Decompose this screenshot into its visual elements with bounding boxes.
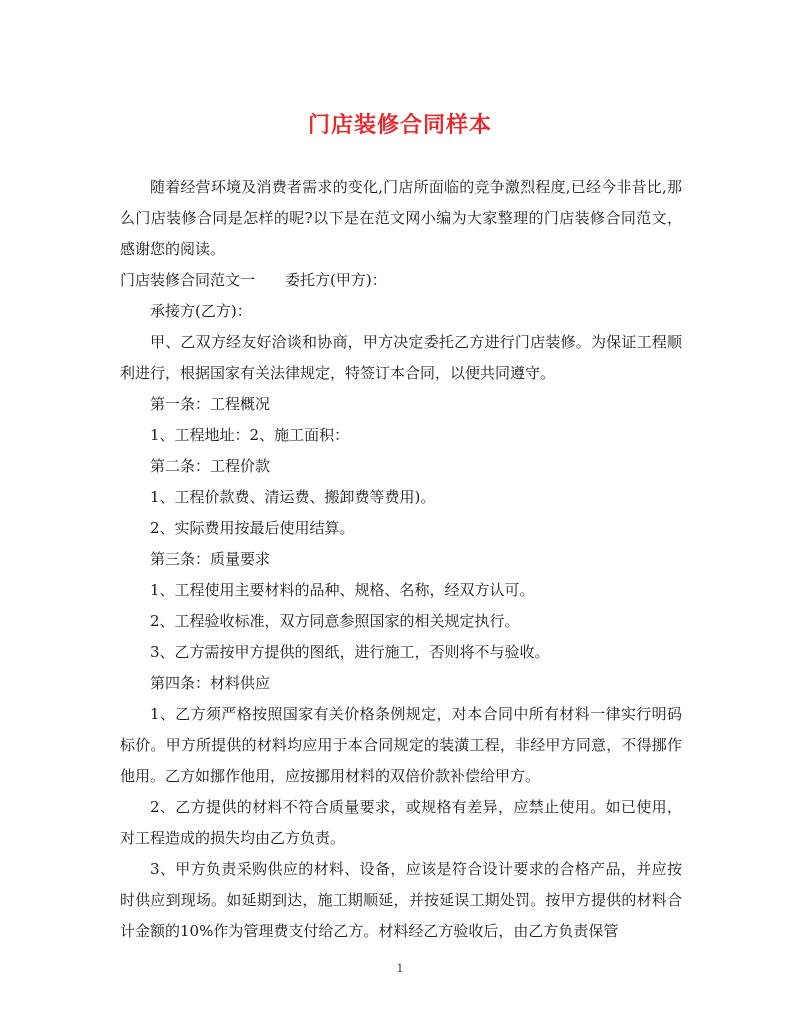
party-a-label: 委托方(甲方)：: [285, 271, 387, 289]
article-4-item-2: 2、乙方提供的材料不符合质量要求，或规格有差异，应禁止使用。如已使用，对工程造成的损失均由乙方负责。: [120, 798, 682, 847]
article-2-item-1: 1、工程价款费、清运费、搬卸费等费用)。: [150, 488, 436, 506]
article-3-title: 第三条：质量要求: [150, 550, 271, 568]
article-3-item-1: 1、工程使用主要材料的品种、规格、名称，经双方认可。: [150, 581, 535, 599]
article-2-item-2: 2、实际费用按最后使用结算。: [150, 519, 355, 537]
article-1-item-1: 1、工程地址：2、施工面积：: [150, 426, 350, 444]
article-2-title: 第二条：工程价款: [150, 457, 271, 475]
intro-paragraph: 随着经营环境及消费者需求的变化,门店所面临的竞争激烈程度,已经今非昔比,那么门店装修合同是怎样的呢?以下是在范文网小编为大家整理的门店装修合同范文，感谢您的阅读。: [120, 178, 682, 258]
preamble-paragraph: 甲、乙双方经友好洽谈和协商，甲方决定委托乙方进行门店装修。为保证工程顺利进行，根据国家有关法律规定，特签订本合同，以便共同遵守。: [120, 333, 682, 382]
article-3-item-2: 2、工程验收标准，双方同意参照国家的相关规定执行。: [150, 612, 520, 630]
document-body: [120, 172, 682, 947]
article-1-title: 第一条：工程概况: [150, 395, 271, 413]
sample-heading: 门店装修合同范文一: [120, 271, 256, 289]
article-4-item-3: 3、甲方负责采购供应的材料、设备，应该是符合设计要求的合格产品，并应按时供应到现场。如延期到达，施工期顺延，并按延误工期处罚。按甲方提供的材料合计金额的10%作为管理费支付给乙方。材料经乙方验收后，由乙方负责保管: [120, 860, 682, 940]
sample-heading-line: [120, 265, 682, 296]
document-title: 门店装修合同样本: [307, 112, 492, 138]
article-4-item-1: 1、乙方须严格按照国家有关价格条例规定，对本合同中所有材料一律实行明码标价。甲方所提供的材料均应用于本合同规定的装潢工程，非经甲方同意，不得挪作他用。乙方如挪作他用，应按挪用材料的双倍价款补偿给甲方。: [120, 705, 682, 785]
article-3-item-3: 3、乙方需按甲方提供的图纸，进行施工，否则将不与验收。: [150, 643, 550, 661]
page-number: 1: [396, 962, 404, 975]
party-b-label: 承接方(乙方)：: [150, 302, 252, 320]
article-4-title: 第四条：材料供应: [150, 674, 271, 692]
